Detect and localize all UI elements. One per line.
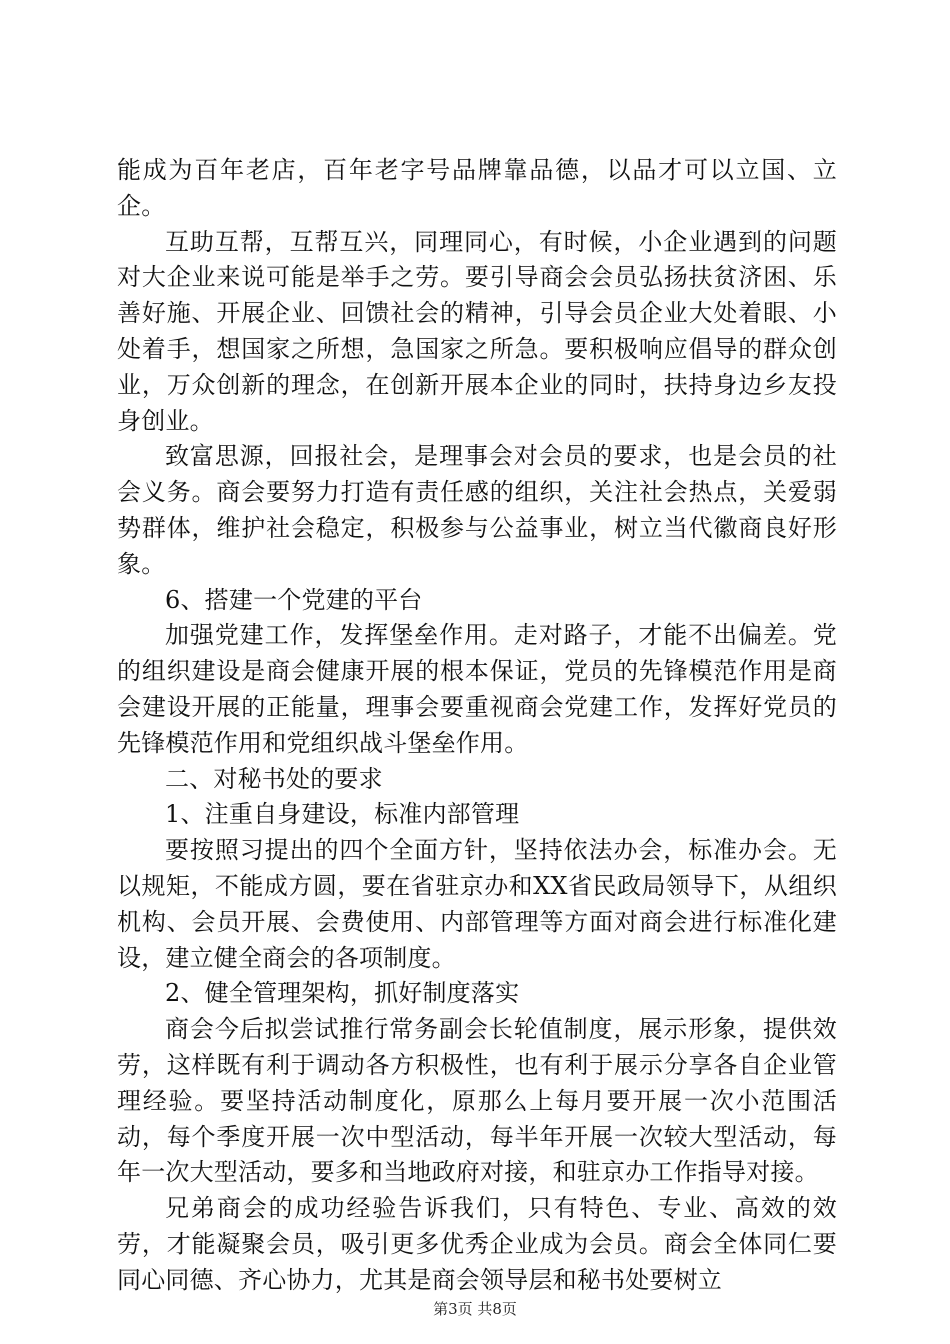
section-heading: 1、注重自身建设，标准内部管理: [165, 800, 520, 829]
section-heading: 2、健全管理架构，抓好制度落实: [165, 979, 520, 1008]
paragraph: 互助互帮，互帮互兴，同理同心，有时候，小企业遇到的问题对大企业来说可能是举手之劳。要引导商会会员弘扬扶贫济困、乐善好施、开展企业、回馈社会的精神，引导会员企业大处着眼、小处着手，想国家之所想，急国家之所急。要积极响应倡导的群众创业，万众创新的理念，在创新开展本企业的同时，扶持身边乡友投身创业。: [117, 227, 837, 435]
section-heading: 6、搭建一个党建的平台: [165, 585, 423, 614]
document-body: [117, 153, 837, 1299]
page-number-footer: 第3页 共8页: [433, 1300, 517, 1318]
paragraph: 致富思源，回报社会，是理事会对会员的要求，也是会员的社会义务。商会要努力打造有责任感的组织，关注社会热点，关爱弱势群体，维护社会稳定，积极参与公益事业，树立当代徽商良好形象。: [117, 442, 837, 578]
paragraph: 商会今后拟尝试推行常务副会长轮值制度，展示形象，提供效劳，这样既有利于调动各方积极性，也有利于展示分享各自企业管理经验。要坚持活动制度化，原那么上每月要开展一次小范围活动，每个季度开展一次中型活动，每半年开展一次较大型活动，每年一次大型活动，要多和当地政府对接，和驻京办工作指导对接。: [117, 1015, 837, 1187]
paragraph: 加强党建工作，发挥堡垒作用。走对路子，才能不出偏差。党的组织建设是商会健康开展的根本保证，党员的先锋模范作用是商会建设开展的正能量，理事会要重视商会党建工作，发挥好党员的先锋模范作用和党组织战斗堡垒作用。: [117, 621, 837, 757]
paragraph: 要按照习提出的四个全面方针，坚持依法办会，标准办会。无以规矩，不能成方圆，要在省驻京办和XX省民政局领导下，从组织机构、会员开展、会费使用、内部管理等方面对商会进行标准化建设，建立健全商会的各项制度。: [117, 836, 837, 972]
paragraph-continuation: 能成为百年老店，百年老字号品牌靠品德，以品才可以立国、立企。: [117, 156, 837, 220]
section-heading: 二、对秘书处的要求: [165, 764, 383, 793]
paragraph: 兄弟商会的成功经验告诉我们，只有特色、专业、高效的效劳，才能凝聚会员，吸引更多优秀企业成为会员。商会全体同仁要同心同德、齐心协力，尤其是商会领导层和秘书处要树立: [117, 1194, 837, 1294]
